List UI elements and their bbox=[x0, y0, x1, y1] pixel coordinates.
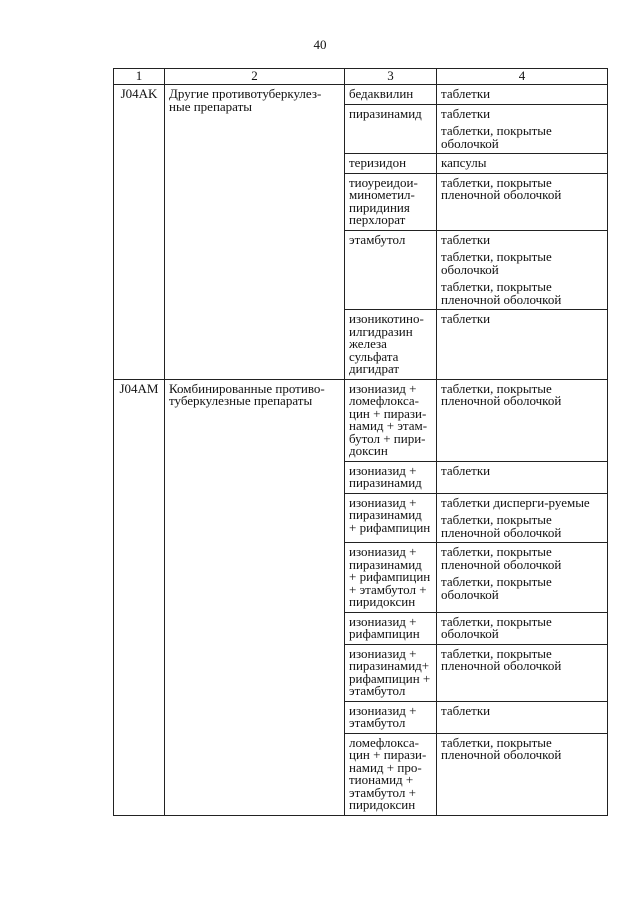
drug-name: изониазид + ломефлокса-цин + пирази-намид + этам-бутол + пири-доксин bbox=[345, 379, 437, 461]
dosage-forms bbox=[437, 701, 608, 733]
dosage-form: таблетки, покрытые пленочной оболочкой bbox=[441, 279, 562, 307]
drug-name: изониазид + этамбутол bbox=[345, 701, 437, 733]
dosage-forms bbox=[437, 154, 608, 174]
drug-name: изониазид + пиразинамид + рифампицин + этамбутол + пиридоксин bbox=[345, 543, 437, 613]
dosage-forms bbox=[437, 85, 608, 105]
dosage-form: таблетки bbox=[441, 86, 491, 101]
dosage-form: таблетки, покрытые пленочной оболочкой bbox=[441, 380, 562, 408]
dosage-form: таблетки bbox=[441, 231, 491, 247]
atc-code: J04AK bbox=[114, 85, 165, 380]
dosage-form: таблетки, покрытые оболочкой bbox=[441, 613, 552, 641]
header-col-4: 4 bbox=[437, 69, 608, 85]
dosage-forms bbox=[437, 644, 608, 701]
dosage-form: таблетки bbox=[441, 462, 491, 478]
dosage-form: таблетки, покрытые оболочкой bbox=[441, 249, 552, 277]
dosage-forms bbox=[437, 104, 608, 154]
atc-code: J04AM bbox=[114, 379, 165, 815]
dosage-forms bbox=[437, 230, 608, 310]
drug-name: теризидон bbox=[345, 154, 437, 174]
dosage-forms bbox=[437, 379, 608, 461]
drug-name: изониазид + пиразинамид + рифампицин bbox=[345, 493, 437, 543]
dosage-form: таблетки bbox=[441, 702, 491, 718]
dosage-forms bbox=[437, 733, 608, 815]
dosage-form: капсулы bbox=[441, 155, 487, 170]
dosage-form: таблетки дисперги-руемые bbox=[441, 494, 590, 510]
dosage-form: таблетки, покрытые пленочной оболочкой bbox=[441, 734, 562, 762]
drug-name: этамбутол bbox=[345, 230, 437, 310]
dosage-form: таблетки, покрытые оболочкой bbox=[441, 123, 552, 151]
drug-name: изониазид + рифампицин bbox=[345, 612, 437, 644]
dosage-form: таблетки, покрытые пленочной оболочкой bbox=[441, 512, 562, 540]
dosage-forms bbox=[437, 173, 608, 230]
drug-table bbox=[113, 68, 608, 816]
drug-name: изониазид + пиразинамид bbox=[345, 461, 437, 493]
dosage-forms bbox=[437, 310, 608, 380]
dosage-form: таблетки, покрытые оболочкой bbox=[441, 574, 552, 602]
drug-name: изониазид + пиразинамид+ рифампицин + этамбутол bbox=[345, 644, 437, 701]
dosage-forms bbox=[437, 461, 608, 493]
drug-name: изоникотино-илгидразин железа сульфата дигидрат bbox=[345, 310, 437, 380]
header-row bbox=[114, 69, 608, 85]
table-row bbox=[114, 85, 608, 105]
dosage-forms bbox=[437, 493, 608, 543]
drug-name: пиразинамид bbox=[345, 104, 437, 154]
dosage-form: таблетки, покрытые пленочной оболочкой bbox=[441, 645, 562, 673]
header-col-1: 1 bbox=[114, 69, 165, 85]
dosage-form: таблетки bbox=[441, 105, 491, 121]
table-row bbox=[114, 379, 608, 461]
drug-name: тиоуреидои-минометил-пиридиния перхлорат bbox=[345, 173, 437, 230]
group-name: Комбинированные противо-туберкулезные препараты bbox=[165, 379, 345, 815]
dosage-forms bbox=[437, 543, 608, 613]
dosage-form: таблетки bbox=[441, 311, 491, 326]
dosage-form: таблетки, покрытые пленочной оболочкой bbox=[441, 544, 562, 572]
header-col-3: 3 bbox=[345, 69, 437, 85]
drug-name: ломефлокса-цин + пирази-намид + про-тионамид + этамбутол + пиридоксин bbox=[345, 733, 437, 815]
dosage-forms bbox=[437, 612, 608, 644]
header-col-2: 2 bbox=[165, 69, 345, 85]
page-number: 40 bbox=[313, 37, 327, 52]
drug-name: бедаквилин bbox=[345, 85, 437, 105]
dosage-form: таблетки, покрытые пленочной оболочкой bbox=[441, 174, 562, 202]
group-name: Другие противотуберкулез-ные препараты bbox=[165, 85, 345, 380]
